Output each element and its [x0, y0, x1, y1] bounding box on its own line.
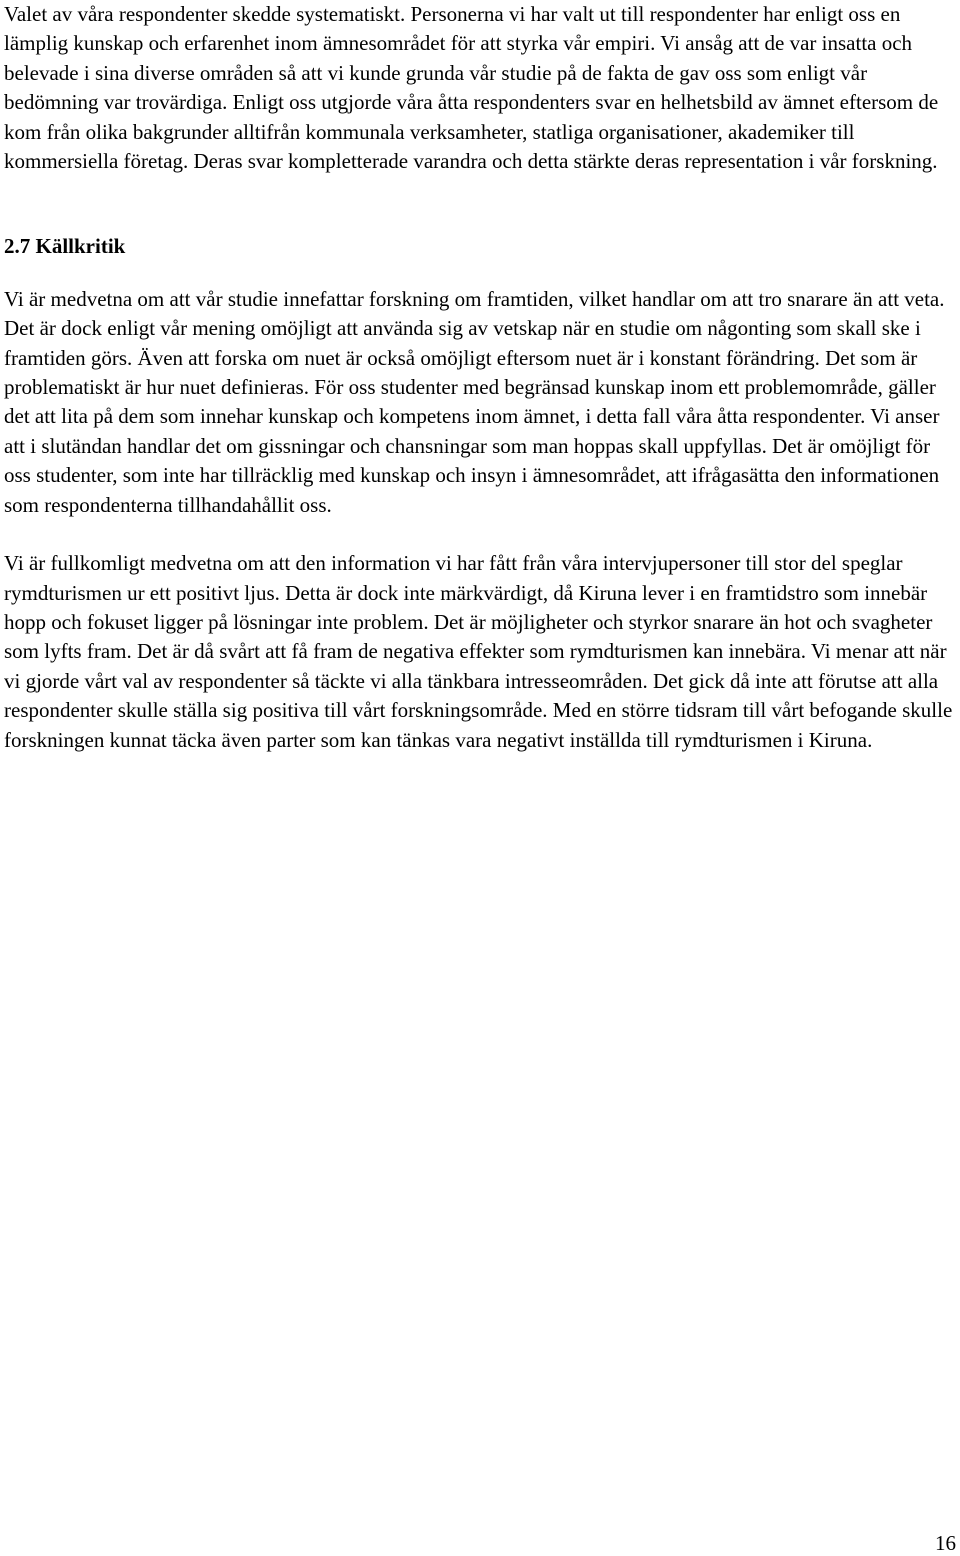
document-page [4, 0, 958, 755]
paragraph-positive-bias: Vi är fullkomligt medvetna om att den information vi har fått från våra intervjupersoner till stor del speglar rymdturismen ur ett positivt ljus. Detta är dock inte märkvärdigt, då Kiruna lever i en framtidstro som innebär hopp och fokuset ligger på lösningar inte problem. Det är möjligheter och styrkor snarare än hot och svagheter som lyfts fram. Det är då svårt att få fram de negativa effekter som rymdturismen kan innebära. Vi menar att när vi gjorde vårt val av respondenter så täckte vi alla tänkbara intresseområden. Det gick då inte att förutse att alla respondenter skulle ställa sig positiva till vårt forskningsområde. Med en större tidsram till vårt befogande skulle forskningen kunnat täcka även parter som kan tänkas vara negativt inställda till rymdturismen i Kiruna. [4, 551, 953, 752]
paragraph-source-criticism: Vi är medvetna om att vår studie innefattar forskning om framtiden, vilket handlar om att tro snarare än att veta. Det är dock enligt vår mening omöjligt att använda sig av vetskap när en studie om någonting som skall ske i framtiden görs. Även att forska om nuet är också omöjligt eftersom nuet är i konstant förändring. Det som är problematiskt är hur nuet definieras. För oss studenter med begränsad kunskap inom ett problemområde, gäller det att lita på dem som innehar kunskap och kompetens inom ämnet, i detta fall våra åtta respondenter. Vi anser att i slutändan handlar det om gissningar och chansningar som man hoppas skall uppfyllas. Det är omöjligt för oss studenter, som inte har tillräcklig med kunskap och insyn i ämnesområdet, att ifrågasätta den informationen som respondenterna tillhandahållit oss. [4, 286, 945, 517]
section-heading: 2.7 Källkritik [4, 234, 126, 259]
page-number: 16 [935, 1531, 956, 1555]
paragraph-respondent-selection: Valet av våra respondenter skedde systematiskt. Personerna vi har valt ut till respondenter har enligt oss en lämplig kunskap och erfarenhet inom ämnesområdet för att styrka vår empiri. Vi ansåg att de var insatta och belevade i sina diverse områden så att vi kunde grunda vår studie på de fakta de gav oss som enligt vår bedömning var trovärdiga. Enligt oss utgjorde våra åtta respondenters svar en helhetsbild av ämnet eftersom de kom från olika bakgrunder alltifrån kommunala verksamheter, statliga organisationer, akademiker till kommersiella företag. Deras svar kompletterade varandra och detta stärkte deras representation i vår forskning. [4, 2, 939, 174]
